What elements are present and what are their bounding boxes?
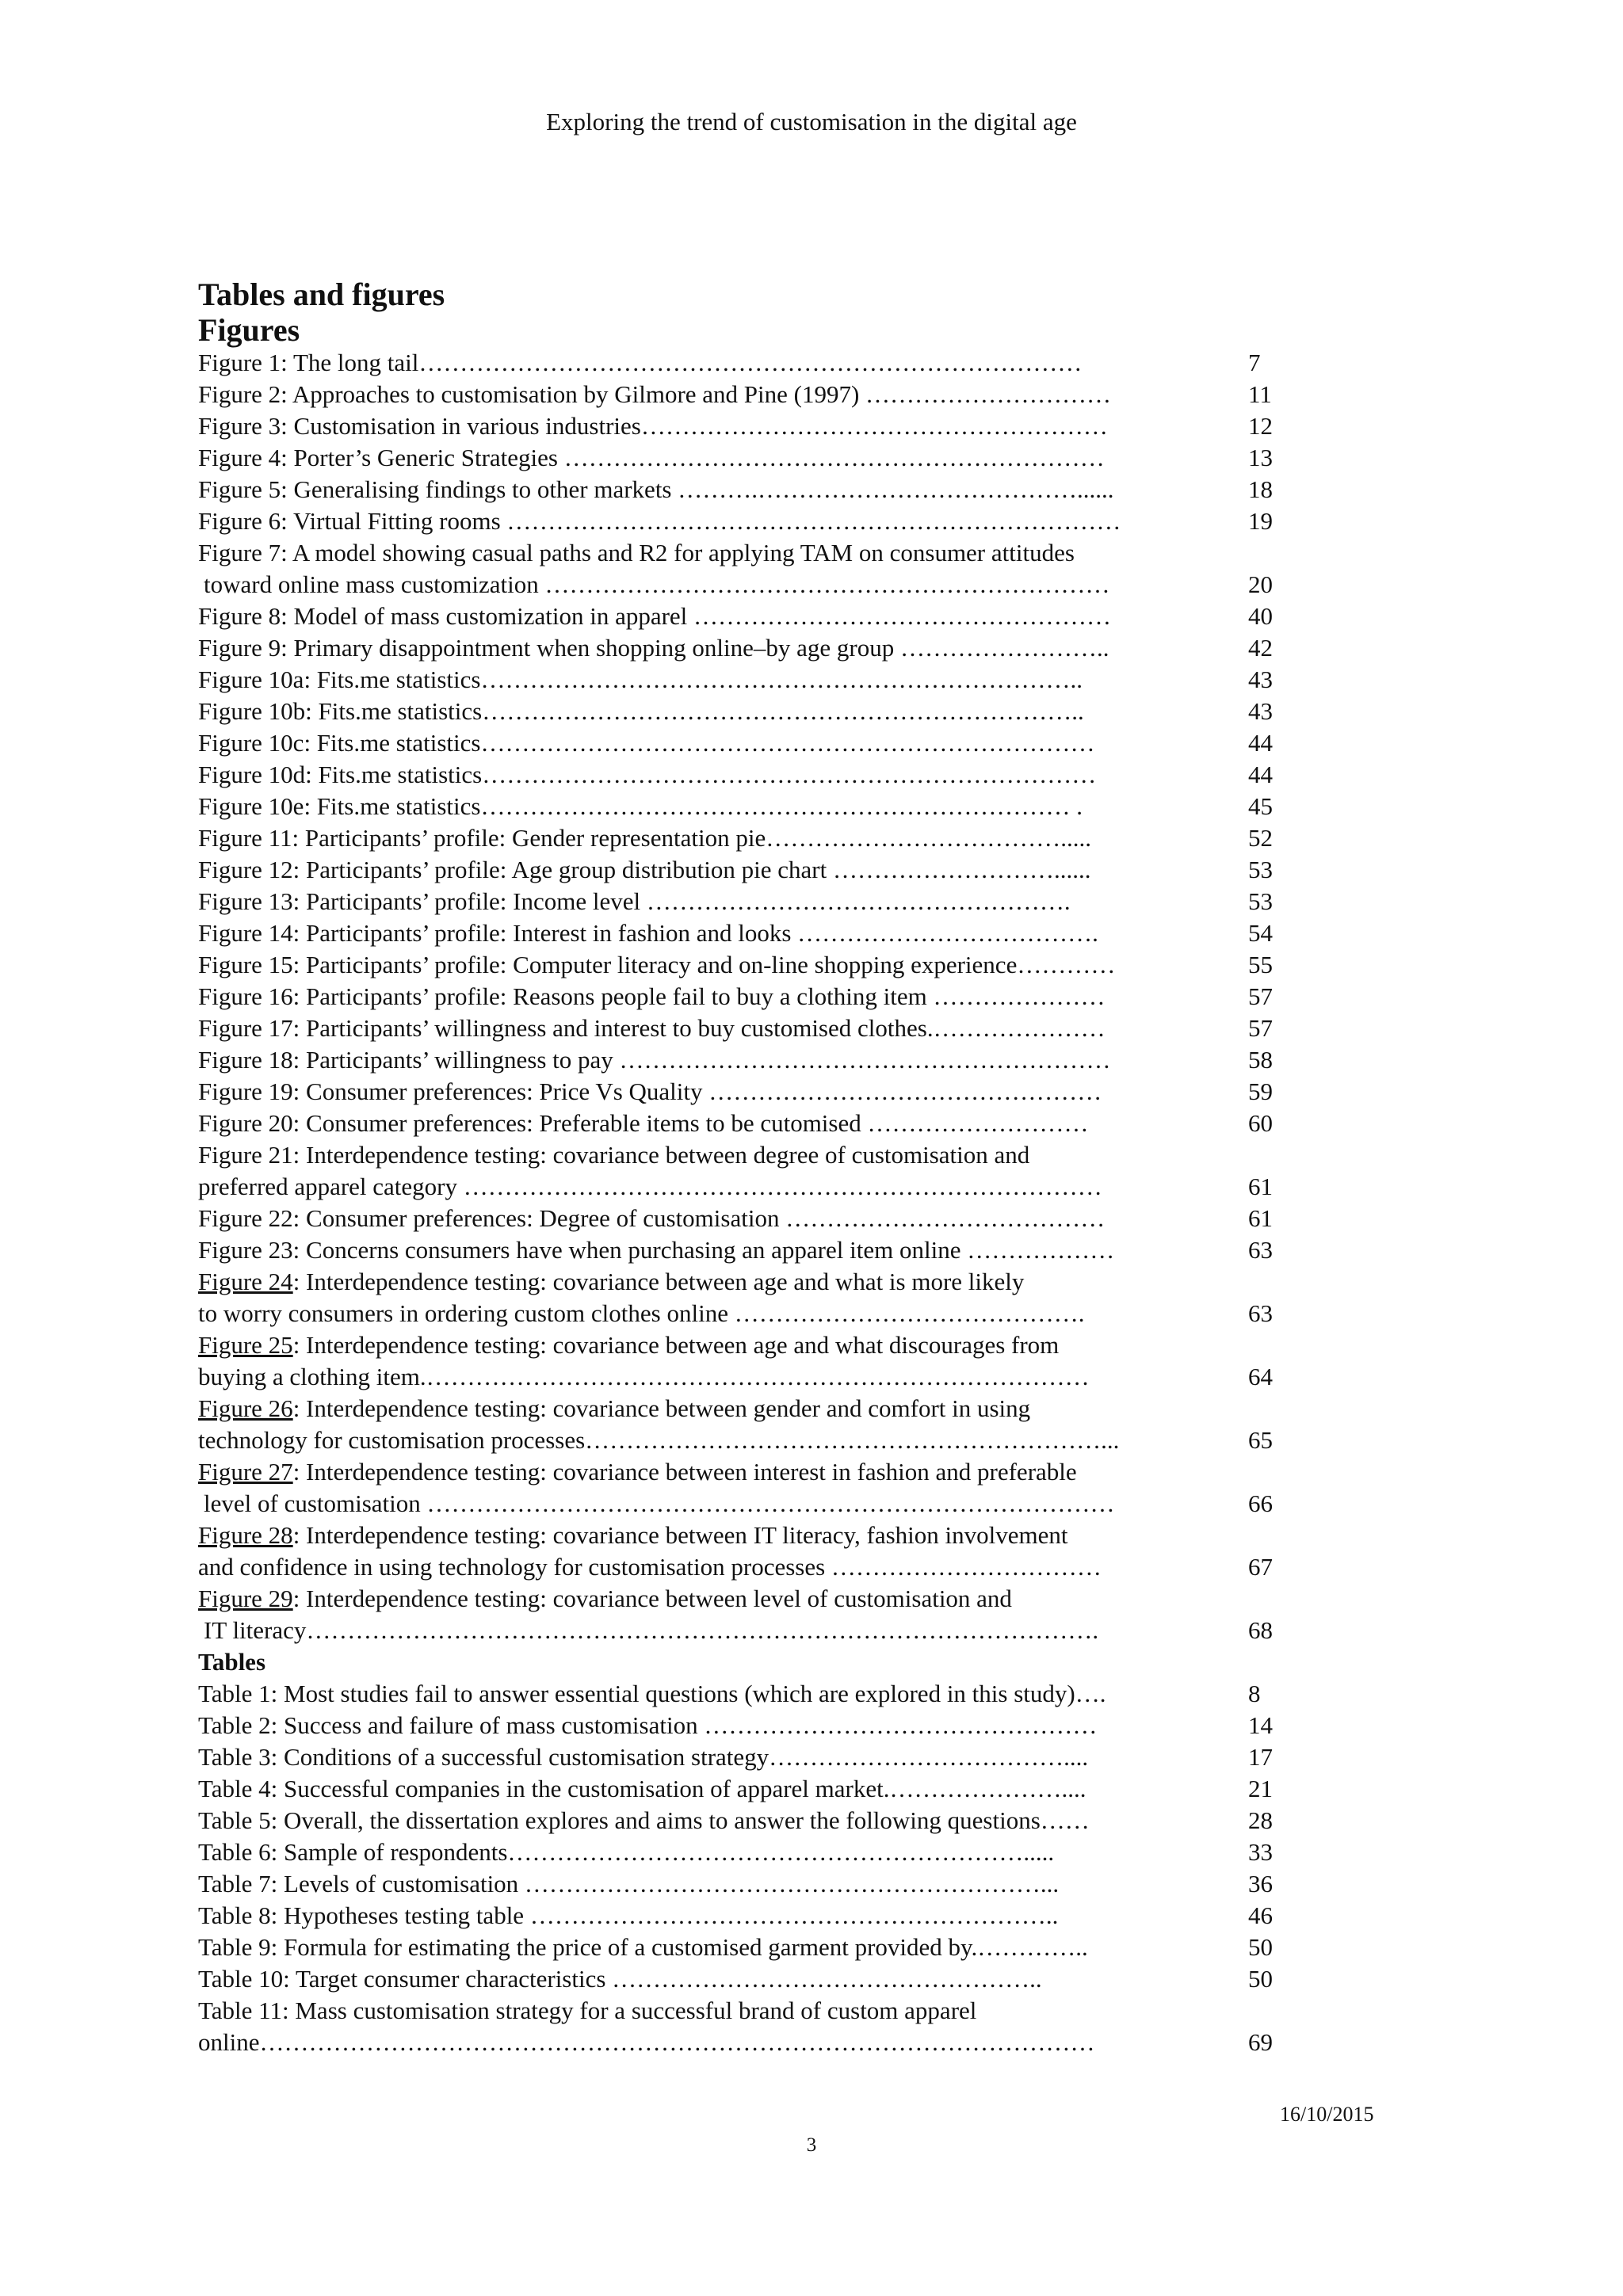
figure-entry[interactable] [198, 632, 1308, 664]
entry-leader-line: Table 2: Success and failure of mass customisation ………………………………………… [198, 1711, 1098, 1739]
entry-leader-line: Figure 10b: Fits.me statistics……………………………………………………………….. [198, 697, 1084, 725]
figure-entry[interactable] [198, 537, 1308, 601]
figure-entry[interactable] [198, 981, 1308, 1013]
entry-leader-line: Figure 10c: Fits.me statistics………………………………………………………………… [198, 729, 1095, 757]
entry-label-link[interactable]: Figure 29 [198, 1585, 293, 1612]
entry-page-number: 45 [1248, 792, 1273, 820]
figure-entry[interactable] [198, 1583, 1308, 1646]
figure-entry[interactable] [198, 442, 1308, 474]
table-entry[interactable] [198, 1710, 1308, 1741]
figure-entry[interactable] [198, 1520, 1308, 1583]
entry-leader-line: Figure 9: Primary disappointment when shopping online–by age group …………………….. [198, 634, 1109, 662]
entry-leader-line: Table 10: Target consumer characteristics …………………………………………….. [198, 1965, 1042, 1993]
entry-leader-line: Table 6: Sample of respondents………………………………………………………..... [198, 1838, 1055, 1866]
figure-entry[interactable] [198, 1108, 1308, 1139]
entry-page-number: 55 [1248, 951, 1273, 978]
entry-page-number: 53 [1248, 887, 1273, 915]
entry-leader-line: Figure 10d: Fits.me statistics………………………………………………………………… [198, 761, 1097, 788]
figure-entry[interactable] [198, 601, 1308, 632]
entry-title-text: : Interdependence testing: covariance between IT literacy, fashion involvement [292, 1521, 1068, 1549]
entry-page-number: 57 [1248, 982, 1273, 1010]
figure-entry[interactable] [198, 854, 1308, 886]
entry-leader-line: Figure 15: Participants’ profile: Computer literacy and on-line shopping experience………… [198, 951, 1116, 978]
entry-label-link[interactable]: Figure 26 [198, 1394, 293, 1422]
entry-title-line [198, 1329, 1308, 1361]
table-entry[interactable] [198, 1836, 1308, 1868]
figure-entry[interactable] [198, 1044, 1308, 1076]
entry-page-number: 8 [1248, 1680, 1261, 1707]
entry-page-number: 43 [1248, 697, 1273, 725]
figure-entry[interactable] [198, 1013, 1308, 1044]
table-entry[interactable] [198, 1741, 1308, 1773]
entry-title-line [198, 537, 1308, 569]
entry-leader-line: Figure 5: Generalising findings to other markets ……….…………………………………...... [198, 475, 1114, 503]
entry-page-number: 63 [1248, 1236, 1273, 1264]
entry-leader-line: Figure 11: Participants’ profile: Gender representation pie………………………………..... [198, 824, 1091, 852]
entry-leader-line: Figure 23: Concerns consumers have when purchasing an apparel item online ……………… [198, 1236, 1115, 1264]
entry-leader-line: Figure 14: Participants’ profile: Interest in fashion and looks ………………………………. [198, 919, 1098, 947]
entry-title-text: : Interdependence testing: covariance between age and what is more likely [292, 1268, 1025, 1295]
entry-page-number: 44 [1248, 729, 1273, 757]
entry-page-number: 21 [1248, 1775, 1273, 1802]
entry-page-number: 18 [1248, 475, 1273, 503]
table-entry[interactable] [198, 1773, 1308, 1805]
entry-leader-line: Figure 16: Participants’ profile: Reasons people fail to buy a clothing item ………………… [198, 982, 1106, 1010]
figure-entry[interactable] [198, 1203, 1308, 1234]
entry-label-link[interactable]: Figure 24 [198, 1268, 293, 1295]
entry-page-number: 50 [1248, 1965, 1273, 1993]
entry-title-line [198, 1995, 1308, 2027]
entry-title-text: : Interdependence testing: covariance between gender and comfort in using [292, 1394, 1031, 1422]
figure-entry[interactable] [198, 347, 1308, 379]
entry-page-number: 33 [1248, 1838, 1273, 1866]
entry-leader-line: Figure 20: Consumer preferences: Preferable items to be cutomised ……………………… [198, 1109, 1089, 1137]
entry-leader-line: Figure 10a: Fits.me statistics……………………………………………………………….. [198, 666, 1083, 693]
entry-title-text: Table 11: Mass customisation strategy for a successful brand of custom apparel [198, 1997, 977, 2024]
entry-leader-line: IT literacy……………………………………………………………………………………. [204, 1616, 1099, 1644]
table-entry[interactable] [198, 1900, 1308, 1932]
entry-leader-line: Figure 17: Participants’ willingness and interest to buy customised clothes.………………… [198, 1014, 1106, 1042]
entry-page-number: 52 [1248, 824, 1273, 852]
entry-title-line [198, 1583, 1308, 1615]
figure-entry[interactable] [198, 474, 1308, 505]
entry-title-text: : Interdependence testing: covariance between level of customisation and [292, 1585, 1012, 1612]
table-of-figures [198, 276, 1308, 2058]
figure-entry[interactable] [198, 822, 1308, 854]
entry-page-number: 7 [1248, 349, 1261, 376]
entry-page-number: 53 [1248, 856, 1273, 883]
table-entry[interactable] [198, 1868, 1308, 1900]
entry-page-number: 61 [1248, 1204, 1273, 1232]
entry-leader-line: Table 5: Overall, the dissertation explores and aims to answer the following questions…… [198, 1806, 1090, 1834]
entry-page-number: 64 [1248, 1363, 1273, 1390]
entry-leader-line: Table 7: Levels of customisation ………………………………………………………... [198, 1870, 1060, 1897]
entry-label-link[interactable]: Figure 25 [198, 1331, 293, 1359]
table-entry[interactable] [198, 1963, 1308, 1995]
entry-page-number: 69 [1248, 2028, 1273, 2056]
entry-leader-line: preferred apparel category …………………………………………………………………… [198, 1173, 1102, 1200]
entry-leader-line: to worry consumers in ordering custom clothes online ……………………………………. [198, 1299, 1085, 1327]
entry-page-number: 60 [1248, 1109, 1273, 1137]
entry-leader-line: online………………………………………………………………………………………… [198, 2028, 1095, 2056]
entry-leader-line: Table 9: Formula for estimating the price of a customised garment provided by.………….. [198, 1933, 1088, 1961]
entry-page-number: 54 [1248, 919, 1273, 947]
entry-leader-line: level of customisation ………………………………………………………………………… [204, 1489, 1115, 1517]
table-entry[interactable] [198, 1995, 1308, 2058]
figure-entry[interactable] [198, 1266, 1308, 1329]
figure-entry[interactable] [198, 664, 1308, 696]
entry-leader-line: Table 1: Most studies fail to answer essential questions (which are explored in this study)…. [198, 1680, 1106, 1707]
figure-entry[interactable] [198, 917, 1308, 949]
entry-page-number: 11 [1248, 380, 1272, 408]
tables-heading: Tables [198, 1648, 266, 1676]
figure-entry[interactable] [198, 410, 1308, 442]
entry-page-number: 44 [1248, 761, 1273, 788]
entry-title-line [198, 1139, 1308, 1171]
entry-page-number: 36 [1248, 1870, 1273, 1897]
figures-heading: Figures [198, 312, 300, 348]
figure-entry[interactable] [198, 727, 1308, 759]
entry-leader-line: Figure 3: Customisation in various industries………………………………………………… [198, 412, 1108, 440]
entry-page-number: 19 [1248, 507, 1273, 535]
entry-title-line [198, 1393, 1308, 1425]
figure-entry[interactable] [198, 1139, 1308, 1203]
document-date: 16/10/2015 [1280, 2103, 1374, 2126]
entry-title-text: Figure 7: A model showing casual paths and R2 for applying TAM on consumer attitudes [198, 539, 1075, 566]
figure-entry[interactable] [198, 759, 1308, 791]
entry-leader-line: toward online mass customization …………………………………………………………… [204, 570, 1110, 598]
entry-page-number: 63 [1248, 1299, 1273, 1327]
figure-entry[interactable] [198, 1456, 1308, 1520]
entry-leader-line: technology for customisation processes………………………………………………………... [198, 1426, 1120, 1454]
entry-title-line [198, 1520, 1308, 1551]
figure-entry[interactable] [198, 1329, 1308, 1393]
page-number: 3 [806, 2134, 817, 2156]
entry-page-number: 67 [1248, 1553, 1273, 1581]
entry-leader-line: Figure 13: Participants’ profile: Income level ……………………………………………. [198, 887, 1071, 915]
figure-entry[interactable] [198, 949, 1308, 981]
entry-page-number: 13 [1248, 444, 1273, 471]
entry-leader-line: Figure 6: Virtual Fitting rooms ………………………………………………………………… [198, 507, 1121, 535]
entry-title-text: : Interdependence testing: covariance between age and what discourages from [292, 1331, 1060, 1359]
tables-list [198, 1678, 1308, 2058]
entry-page-number: 42 [1248, 634, 1273, 662]
entry-leader-line: Figure 19: Consumer preferences: Price Vs Quality ………………………………………… [198, 1077, 1102, 1105]
table-entry[interactable] [198, 1932, 1308, 1963]
entry-title-text: Figure 21: Interdependence testing: covariance between degree of customisation and [198, 1141, 1030, 1169]
entry-leader-line: and confidence in using technology for customisation processes …………………………… [198, 1553, 1102, 1581]
table-entry[interactable] [198, 1678, 1308, 1710]
entry-title-line [198, 1266, 1308, 1298]
entry-leader-line: Table 3: Conditions of a successful customisation strategy……………………………….... [198, 1743, 1089, 1771]
entry-page-number: 17 [1248, 1743, 1273, 1771]
entry-leader-line: Figure 12: Participants’ profile: Age group distribution pie chart ………………………...... [198, 856, 1091, 883]
entry-page-number: 68 [1248, 1616, 1273, 1644]
entry-label-link[interactable]: Figure 28 [198, 1521, 293, 1549]
entry-leader-line: Table 4: Successful companies in the customisation of apparel market.………………….... [198, 1775, 1086, 1802]
entry-page-number: 50 [1248, 1933, 1273, 1961]
entry-page-number: 40 [1248, 602, 1273, 630]
entry-page-number: 28 [1248, 1806, 1273, 1834]
figure-entry[interactable] [198, 505, 1308, 537]
entry-page-number: 43 [1248, 666, 1273, 693]
entry-leader-line: Figure 1: The long tail……………………………………………………………………… [198, 349, 1083, 376]
figure-entry[interactable] [198, 379, 1308, 410]
entry-label-link[interactable]: Figure 27 [198, 1458, 293, 1486]
figure-entry[interactable] [198, 1234, 1308, 1266]
figure-entry[interactable] [198, 886, 1308, 917]
entry-leader-line: Figure 18: Participants’ willingness to pay …………………………………………………… [198, 1046, 1111, 1074]
entry-page-number: 66 [1248, 1489, 1273, 1517]
entry-page-number: 65 [1248, 1426, 1273, 1454]
figure-entry[interactable] [198, 696, 1308, 727]
main-heading: Tables and figures [198, 277, 445, 312]
entry-page-number: 46 [1248, 1901, 1273, 1929]
figure-entry[interactable] [198, 791, 1308, 822]
entry-leader-line: Figure 8: Model of mass customization in apparel …………………………………………… [198, 602, 1112, 630]
entry-page-number: 61 [1248, 1173, 1273, 1200]
figure-entry[interactable] [198, 1393, 1308, 1456]
entry-leader-line: Table 8: Hypotheses testing table ……………………………………………………….. [198, 1901, 1059, 1929]
table-entry[interactable] [198, 1805, 1308, 1836]
entry-title-text: : Interdependence testing: covariance between interest in fashion and preferable [292, 1458, 1077, 1486]
figure-entry[interactable] [198, 1076, 1308, 1108]
entry-leader-line: Figure 2: Approaches to customisation by Gilmore and Pine (1997) ………………………… [198, 380, 1112, 408]
entry-page-number: 12 [1248, 412, 1273, 440]
entry-leader-line: Figure 4: Porter’s Generic Strategies ………………………………………………………… [198, 444, 1105, 471]
figures-list [198, 347, 1308, 1646]
running-header: Exploring the trend of customisation in the digital age [546, 108, 1077, 135]
entry-page-number: 58 [1248, 1046, 1273, 1074]
entry-page-number: 59 [1248, 1077, 1273, 1105]
entry-leader-line: Figure 22: Consumer preferences: Degree of customisation ………………………………… [198, 1204, 1106, 1232]
entry-page-number: 14 [1248, 1711, 1273, 1739]
entry-leader-line: buying a clothing item.……………………………………………………………………… [198, 1363, 1090, 1390]
entry-leader-line: Figure 10e: Fits.me statistics……………………………………………………………… . [198, 792, 1083, 820]
entry-title-line [198, 1456, 1308, 1488]
entry-page-number: 20 [1248, 570, 1273, 598]
entry-page-number: 57 [1248, 1014, 1273, 1042]
